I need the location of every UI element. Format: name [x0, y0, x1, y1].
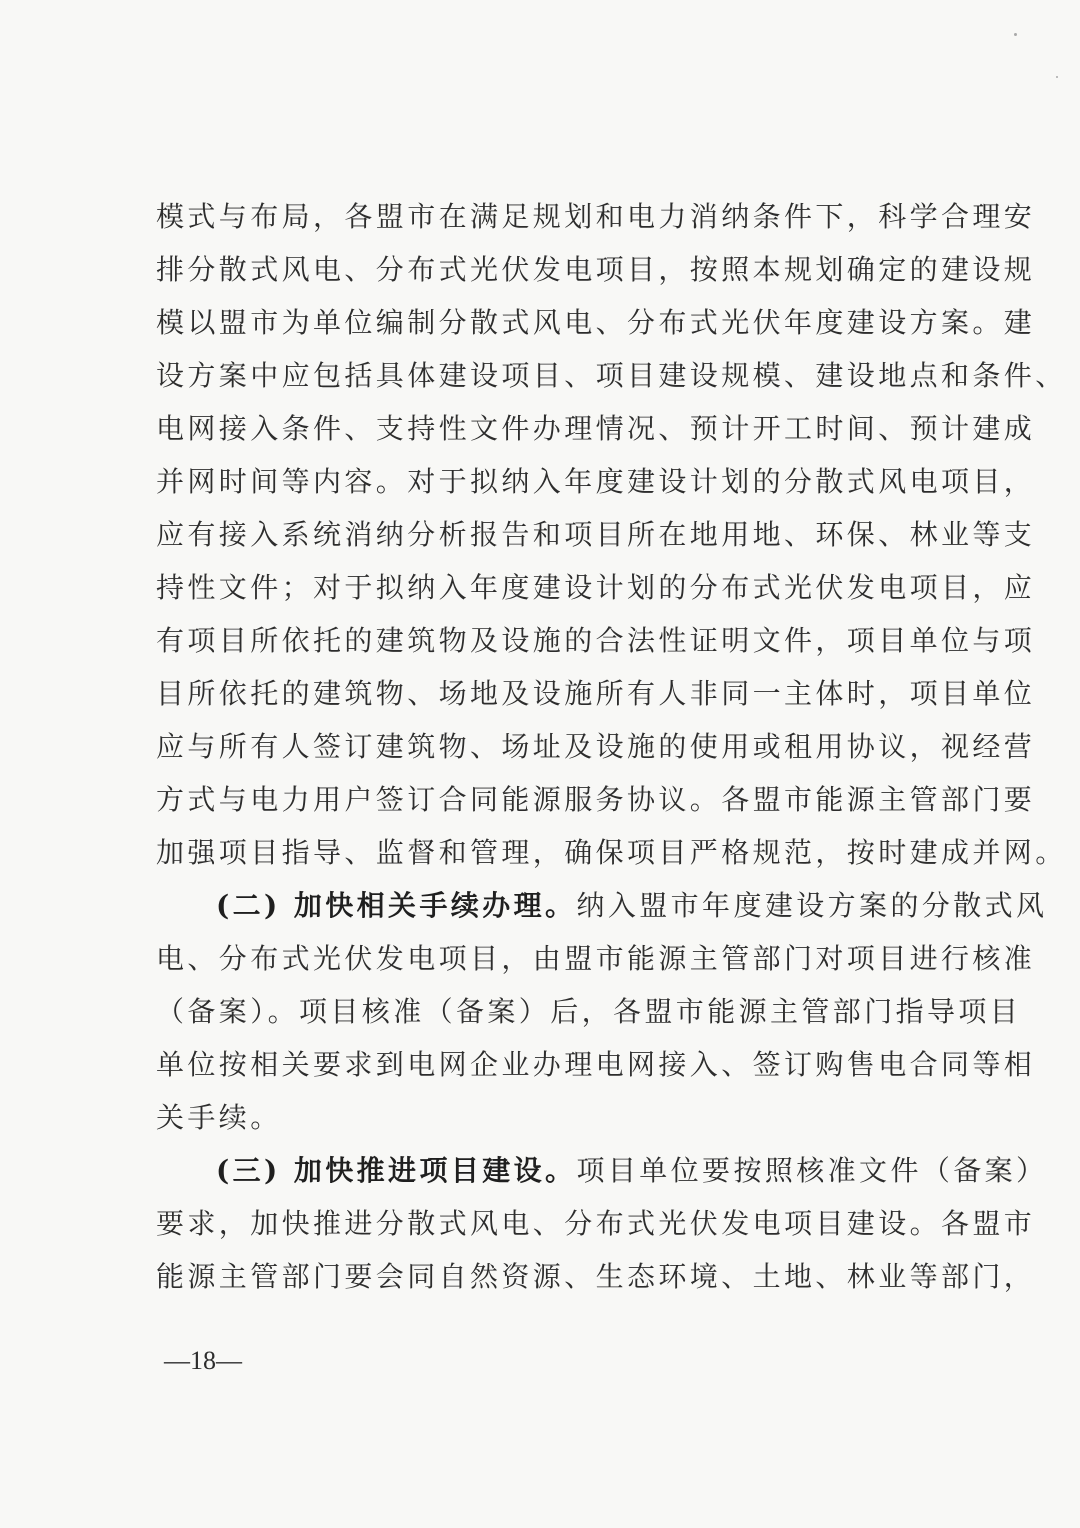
paragraph-line: 应与所有人签订建筑物、场址及设施的使用或租用协议，视经营 — [156, 730, 1036, 763]
paragraph-line: 关手续。 — [156, 1101, 282, 1134]
paragraph-line: 并网时间等内容。对于拟纳入年度建设计划的分散式风电项目， — [156, 465, 1036, 498]
paragraph-line: 方式与电力用户签订合同能源服务协议。各盟市能源主管部门要 — [156, 783, 1036, 816]
section-heading: (二) 加快相关手续办理。 — [216, 889, 577, 922]
paragraph-line: 电网接入条件、支持性文件办理情况、预计开工时间、预计建成 — [156, 412, 1036, 445]
paragraph-line: 单位按相关要求到电网企业办理电网接入、签订购售电合同等相 — [156, 1048, 1036, 1081]
paragraph-line: 应有接入系统消纳分析报告和项目所在地用地、环保、林业等支 — [156, 518, 1036, 551]
document-body — [156, 190, 1067, 1303]
paragraph-line: 加强项目指导、监督和管理，确保项目严格规范，按时建成并网。 — [156, 836, 1067, 869]
paragraph-line: 有项目所依托的建筑物及设施的合法性证明文件，项目单位与项 — [156, 624, 1036, 657]
scan-speck — [1014, 33, 1017, 36]
section-first-line — [156, 879, 1048, 932]
scan-speck — [1056, 76, 1058, 78]
paragraph-line: （备案）。项目核准（备案）后，各盟市能源主管部门指导项目 — [156, 995, 1022, 1028]
paragraph-line: 设方案中应包括具体建设项目、项目建设规模、建设地点和条件、 — [156, 359, 1067, 392]
paragraph-line: 要求，加快推进分散式风电、分布式光伏发电项目建设。各盟市 — [156, 1207, 1036, 1240]
section-text: 纳入盟市年度建设方案的分散式风 — [576, 889, 1048, 922]
paragraph-line: 持性文件；对于拟纳入年度建设计划的分布式光伏发电项目，应 — [156, 571, 1036, 604]
paragraph-line: 模以盟市为单位编制分散式风电、分布式光伏年度建设方案。建 — [156, 306, 1036, 339]
paragraph-line: 电、分布式光伏发电项目，由盟市能源主管部门对项目进行核准 — [156, 942, 1036, 975]
section-first-line — [156, 1144, 1048, 1197]
paragraph-line: 排分散式风电、分布式光伏发电项目，按照本规划确定的建设规 — [156, 253, 1036, 286]
section-heading: (三) 加快推进项目建设。 — [216, 1154, 577, 1187]
page-number: —18— — [164, 1346, 242, 1375]
paragraph-line: 能源主管部门要会同自然资源、生态环境、土地、林业等部门， — [156, 1260, 1036, 1293]
paragraph-line: 模式与布局，各盟市在满足规划和电力消纳条件下，科学合理安 — [156, 200, 1036, 233]
section-text: 项目单位要按照核准文件（备案） — [576, 1154, 1048, 1187]
paragraph-line: 目所依托的建筑物、场地及设施所有人非同一主体时，项目单位 — [156, 677, 1036, 710]
